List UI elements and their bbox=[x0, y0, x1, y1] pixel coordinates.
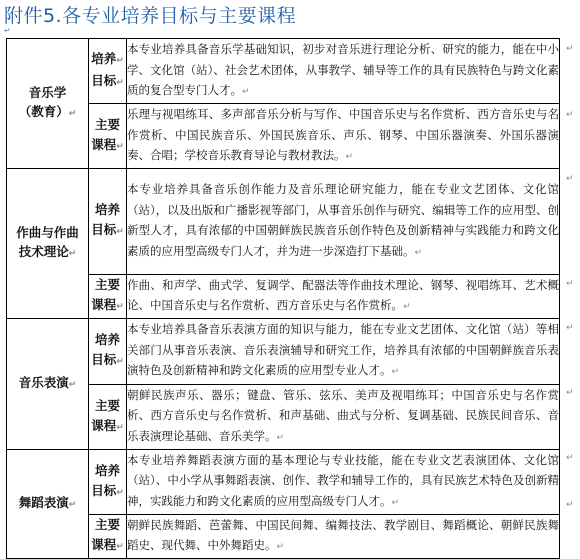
goal-label-cell: 培养 目标↵ bbox=[89, 449, 127, 514]
row-end-mark: ↵ bbox=[566, 174, 574, 184]
goal-text: 本专业培养舞蹈表演方面的基本理论与专业技能，能在专业文艺表演团体、文化馆（站）、中小学从事舞蹈表演、创作、教学和辅导工作的，具有民族艺术特色及创新精神，实践能力和跨文化素质的应用型高级专门人才。 bbox=[127, 452, 559, 508]
table-row bbox=[7, 384, 560, 449]
table-row bbox=[7, 104, 560, 169]
row-end-mark: ↵ bbox=[566, 279, 574, 289]
course-text-cell: 作曲、和声学、曲式学、复调学、配器法等作曲技术理论、钢琴、视唱练耳、艺术概论、中国音乐史与名作赏析、西方音乐史与名作赏析。↵ bbox=[127, 274, 560, 318]
goal-label-cell: 培养 目标↵ bbox=[89, 318, 127, 384]
course-label-cell: 主要 课程↵ bbox=[89, 104, 127, 169]
page-title: 附件5.各专业培养目标与主要课程 bbox=[4, 5, 297, 27]
row-end-mark: ↵ bbox=[566, 388, 574, 398]
course-label-cell: 主要 课程↵ bbox=[89, 384, 127, 449]
paragraph-mark: ↵ bbox=[4, 26, 11, 35]
course-text: 乐理与视唱练耳、多声部音乐分析与写作、中国音乐史与名作赏析、西方音乐史与名作赏析、中国民族音乐、外国民族音乐、声乐、钢琴、中国乐器演奏、外国乐器演奏、合唱；学校音乐教育导论与教材教法。 bbox=[127, 107, 559, 162]
row-end-mark: ↵ bbox=[566, 44, 574, 54]
row-end-mark: ↵ bbox=[566, 110, 574, 120]
major-name: 舞蹈表演 bbox=[18, 494, 69, 510]
major-name-cell: 音乐学 （教育）↵ bbox=[7, 39, 89, 169]
curriculum-table bbox=[6, 38, 560, 559]
major-name: 音乐学 bbox=[28, 84, 67, 100]
course-text: 朝鲜民族声乐、器乐；键盘、管乐、弦乐、美声及视唱练耳；中国音乐史与名作赏析、西方音乐史与名作赏析、和声基础、曲式与分析、复调基础、民族民间音乐、音乐表演理论基础、音乐美学。 bbox=[127, 387, 559, 443]
table-row bbox=[7, 449, 560, 514]
row-end-mark: ↵ bbox=[566, 500, 574, 510]
table-row bbox=[7, 318, 560, 384]
major-name: 音乐表演 bbox=[18, 374, 69, 390]
table-row bbox=[7, 274, 560, 318]
table-row bbox=[7, 514, 560, 558]
major-name-sub: （教育） bbox=[18, 103, 69, 119]
course-label-cell: 主要 课程↵ bbox=[89, 514, 127, 558]
goal-text: 本专业培养具备音乐创作能力及音乐理论研究能力，能在专业文艺团体、文化馆（站），以及出版和广播影视等部门，从事音乐创作与研究、编辑等工作的应用型、创新型人才，具有浓郁的中国朝鲜族民族音乐创作特色及创新精神与实践能力和跨文化素质的应用型高级专门人才，并为进一步深造打下基础。 bbox=[127, 182, 559, 258]
major-name-cell: 音乐表演↵ bbox=[7, 318, 89, 449]
goal-label-cell: 培养↵ 目标↵ bbox=[89, 39, 127, 104]
course-text: 作曲、和声学、曲式学、复调学、配器法等作曲技术理论、钢琴、视唱练耳、艺术概论、中国音乐史与名作赏析、西方音乐史与名作赏析。 bbox=[127, 277, 559, 312]
table-row bbox=[7, 39, 560, 104]
course-text-cell: 朝鲜民族声乐、器乐；键盘、管乐、弦乐、美声及视唱练耳；中国音乐史与名作赏析、西方音乐史与名作赏析、和声基础、曲式与分析、复调基础、民族民间音乐、音乐表演理论基础、音乐美学。↵ bbox=[127, 384, 560, 449]
goal-label-cell: 培养 目标↵ bbox=[89, 168, 127, 274]
row-end-mark: ↵ bbox=[566, 323, 574, 333]
course-label-cell: 主要 课程↵ bbox=[89, 274, 127, 318]
goal-text: 本专业培养具备音乐表演方面的知识与能力，能在专业文艺团体、文化馆（站）等相关部门从事音乐表演、音乐表演辅导和研究工作，培养具有浓郁的中国朝鲜族音乐表演特色及创新精神和跨文化素质的应用型专业人才。 bbox=[127, 322, 559, 378]
goal-text: 本专业培养具备音乐学基础知识，初步对音乐进行理论分析、研究的能力，能在中小学、文化馆（站）、社会艺术团体，从事教学、辅导等工作的具有民族特色与跨文化素质的复合型专门人才。 bbox=[127, 42, 559, 98]
major-name-cell: 舞蹈表演↵ bbox=[7, 449, 89, 558]
goal-text-cell: 本专业培养舞蹈表演方面的基本理论与专业技能，能在专业文艺表演团体、文化馆（站）、中小学从事舞蹈表演、创作、教学和辅导工作的，具有民族艺术特色及创新精神，实践能力和跨文化素质的应用型高级专门人才。↵ bbox=[127, 449, 560, 514]
row-end-mark: ↵ bbox=[566, 453, 574, 463]
course-text-cell: 乐理与视唱练耳、多声部音乐分析与写作、中国音乐史与名作赏析、西方音乐史与名作赏析、中国民族音乐、外国民族音乐、声乐、钢琴、中国乐器演奏、外国乐器演奏、合唱；学校音乐教育导论与教材教法。↵ bbox=[127, 104, 560, 169]
goal-text-cell: 本专业培养具备音乐创作能力及音乐理论研究能力，能在专业文艺团体、文化馆（站），以及出版和广播影视等部门，从事音乐创作与研究、编辑等工作的应用型、创新型人才，具有浓郁的中国朝鲜族民族音乐创作特色及创新精神与实践能力和跨文化素质的应用型高级专门人才，并为进一步深造打下基础。↵ bbox=[127, 168, 560, 274]
goal-text-cell: 本专业培养具备音乐学基础知识，初步对音乐进行理论分析、研究的能力，能在中小学、文化馆（站）、社会艺术团体，从事教学、辅导等工作的具有民族特色与跨文化素质的复合型专门人才。↵ bbox=[127, 39, 560, 104]
major-name-cell: 作曲与作曲 技术理论↵ bbox=[7, 168, 89, 318]
major-name: 作曲与作曲 bbox=[16, 224, 79, 240]
major-name-sub: 技术理论 bbox=[18, 243, 69, 259]
course-text-cell: 朝鲜民族舞蹈、芭蕾舞、中国民间舞、编舞技法、教学剧目、舞蹈概论、朝鲜民族舞蹈史、现代舞、中外舞蹈史。↵ bbox=[127, 514, 560, 558]
goal-text-cell: 本专业培养具备音乐表演方面的知识与能力，能在专业文艺团体、文化馆（站）等相关部门从事音乐表演、音乐表演辅导和研究工作，培养具有浓郁的中国朝鲜族音乐表演特色及创新精神和跨文化素质的应用型专业人才。↵ bbox=[127, 318, 560, 384]
table-row bbox=[7, 168, 560, 274]
course-text: 朝鲜民族舞蹈、芭蕾舞、中国民间舞、编舞技法、教学剧目、舞蹈概论、朝鲜民族舞蹈史、现代舞、中外舞蹈史。 bbox=[127, 517, 559, 552]
